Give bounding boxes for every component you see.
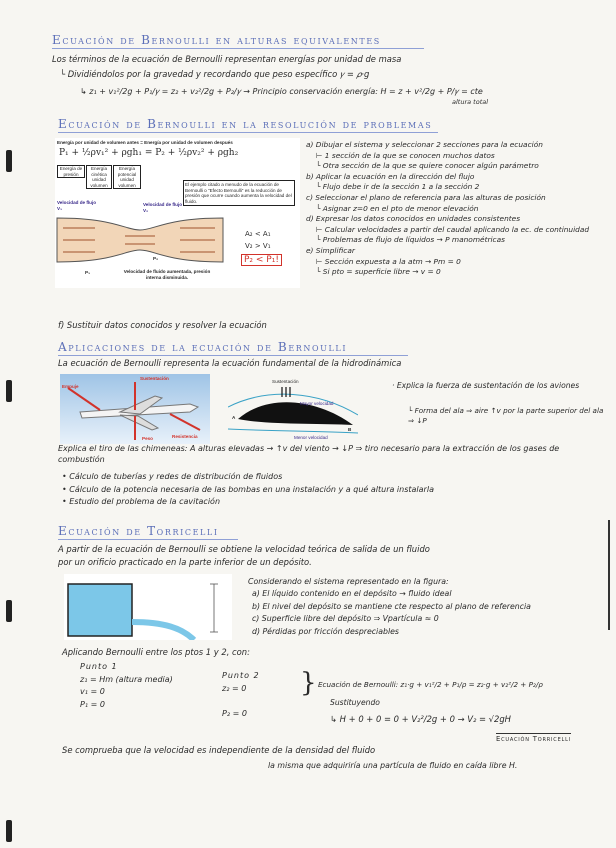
step-item: └ Otra sección de la que se quiere conocer algún parámetro — [316, 161, 539, 171]
torricelli-tank-figure — [64, 574, 232, 640]
step-item: d) Expresar los datos conocidos en unidades consistentes — [306, 214, 521, 224]
box-pressure-energy: Energía de presión — [57, 165, 85, 178]
s1-equation-note: altura total — [452, 98, 489, 106]
apply-line: Aplicando Bernoulli entre los ptos 1 y 2, con: — [62, 647, 250, 657]
torricelli-caption: Ecuación Torricelli — [496, 735, 571, 743]
step-item: └ Flujo debe ir de la sección 1 a la sección 2 — [316, 182, 480, 192]
point-a-label: A — [232, 415, 236, 420]
step-f: f) Sustituir datos conocidos y resolver la ecuación — [58, 320, 267, 330]
wing-high-velocity-label: Mayor velocidad — [300, 401, 334, 406]
step-item: ⊢ Calcular velocidades a partir del caudal aplicando la ec. de continuidad — [316, 224, 590, 234]
title-underline — [58, 539, 238, 540]
bernoulli-venturi-figure — [55, 138, 300, 288]
conclusion-1: Se comprueba que la velocidad es independiente de la densidad del fluido — [62, 745, 376, 755]
s1-equation: ↳ z₁ + v₁²/2g + P₁/𝛾 = z₂ + v₂²/2g + P₂/𝛾 → Principio conservación energía: H = z + v²/2g + P/𝛾 = cte — [80, 87, 483, 96]
tank-icon — [64, 574, 232, 640]
figure-note: El ejemplo citado a menudo de la ecuación de Bernoulli o "Efecto Bernoulli" es la reducción de presión que ocurre cuando aumenta la velocidad del fluido. — [183, 180, 295, 206]
step-item: ⊢ Sección expuesta a la atm → Pm = 0 — [316, 256, 461, 266]
p1-label: P₁ — [85, 270, 90, 275]
step-item: a) Dibujar el sistema y seleccionar 2 secciones para la ecuación — [306, 140, 543, 149]
step-item: b) Aplicar la ecuación en la dirección del flujo — [306, 171, 475, 181]
s4-line1: A partir de la ecuación de Bernoulli se obtiene la velocidad teórica de salida de un fluido — [58, 544, 430, 554]
torricelli-conditions — [248, 576, 531, 638]
velocity-relation: V₂ > V₁ — [245, 242, 271, 250]
point-2-value: P₂ = 0 — [222, 708, 247, 718]
wing-lift-label: Sustentación — [272, 379, 299, 384]
section-title-aplicaciones: Aplicaciones de la ecuación de Bernoulli — [58, 340, 348, 354]
applications-list — [62, 471, 434, 509]
condition-item: a) El líquido contenido en el depósito → fluido ideal — [252, 589, 452, 599]
title-underline — [52, 48, 424, 49]
title-underline — [58, 355, 408, 356]
section-title-bernoulli-alturas: Ecuación de Bernoulli en alturas equivalentes — [52, 33, 381, 47]
figure-heading: Energía por unidad de volumen antes = Energía por unidad de volumen después — [57, 140, 233, 145]
wing-low-velocity-label: Menor velocidad — [294, 435, 328, 440]
step-item: └ Problemas de flujo de líquidos → P manométricas — [316, 235, 506, 245]
v1-label: Velocidad de flujo V₁ — [57, 200, 97, 211]
p2-label: P₂ — [153, 256, 159, 261]
s4-line2: por un orificio practicado en la parte inferior de un depósito. — [58, 557, 312, 567]
wing-shape-explanation: └ Forma del ala ⇒ aire ↑v por la parte superior del ala ⇒ ↓P — [408, 406, 604, 425]
weight-label: Peso — [142, 436, 153, 441]
wing-airfoil-icon — [228, 385, 358, 443]
title-underline — [58, 132, 438, 133]
step-item: c) Seleccionar el plano de referencia para las alturas de posición — [306, 192, 546, 202]
section-title-torricelli: Ecuación de Torricelli — [58, 524, 219, 538]
drag-label: Resistencia — [172, 434, 198, 439]
binder-hole — [6, 380, 12, 402]
s3-line1: La ecuación de Bernoulli representa la ecuación fundamental de la hidrodinámica — [58, 358, 402, 368]
s1-line2: └ Dividiéndolos por la gravedad y recordando que peso específico 𝛾 = 𝜌·g — [60, 69, 370, 79]
brace: } — [300, 668, 317, 698]
point-1-value: v₁ = 0 — [80, 687, 105, 696]
list-item: • Estudio del problema de la cavitación — [62, 497, 221, 506]
wing-profile-figure — [228, 379, 358, 443]
venturi-tube-icon — [55, 212, 225, 268]
binder-hole — [6, 600, 12, 622]
list-item: • Cálculo de la potencia necesaria de las bombas en una instalación y a qué altura instalarla — [62, 484, 434, 494]
conclusion-2: la misma que adquiriría una partícula de fluido en caída libre H. — [268, 761, 518, 770]
s1-line1: Los términos de la ecuación de Bernoulli representan energías por unidad de masa — [52, 54, 402, 64]
torricelli-result: ↳ H + 0 + 0 = 0 + V₂²/2g + 0 → V₂ = √2gH — [330, 714, 511, 724]
point-2-value: z₂ = 0 — [222, 683, 247, 693]
step-item: └ Asignar z=0 en el pto de menor elevación — [316, 203, 479, 213]
box-kinetic-energy: Energía cinética unidad volumen — [86, 165, 112, 189]
lift-label: Sustentación — [140, 376, 169, 381]
chimney-explanation: Explica el tiro de las chimeneas: A alturas elevadas → ↑v del viento → ↓P ⇒ tiro necesario para la extracción de los gases de combustión — [58, 444, 560, 464]
thrust-label: Empuje — [62, 384, 79, 389]
binder-hole — [6, 150, 12, 172]
bernoulli-equation-line: Ecuación de Bernoulli: z₁·g + v₁²/2 + P₁/ρ = z₂·g + v₂²/2 + P₂/ρ — [318, 680, 543, 689]
step-item: ⊢ 1 sección de la que se conocen muchos datos — [316, 150, 495, 160]
point-2-title: Punto 2 — [222, 671, 260, 680]
figure-formula: P₁ + ½ρv₁² + ρgh₁ = P₂ + ½ρv₂² + ρgh₂ — [59, 148, 239, 158]
box-potential-energy: Energía potencial unidad volumen — [113, 165, 141, 189]
point-2-block — [222, 670, 260, 720]
v2-label: Velocidad de flujo V₂ — [143, 202, 183, 213]
point-2-value — [222, 695, 260, 708]
step-item: └ Si pto = superficie libre → v = 0 — [316, 267, 441, 277]
binder-hole — [6, 820, 12, 842]
area-relation: A₂ < A₁ — [245, 230, 271, 238]
step-item: e) Simplificar — [306, 245, 355, 255]
substitution-label: Sustituyendo — [330, 698, 380, 707]
point-1-value: z₁ = Hm (altura media) — [80, 674, 173, 684]
problem-steps-list — [306, 140, 606, 278]
point-1-value: P₁ = 0 — [80, 699, 105, 709]
condition-item: b) El nivel del depósito se mantiene cte respecto al plano de referencia — [252, 601, 531, 611]
condition-item: d) Pérdidas por fricción despreciables — [252, 626, 399, 636]
figure-caption: Velocidad de fluido aumentada, presión interna disminuida. — [123, 269, 211, 280]
lift-explanation: · Explica la fuerza de sustentación de los aviones — [392, 381, 580, 390]
condition-item: c) Superficie libre del depósito ⇒ Vpartícula ≈ 0 — [252, 614, 439, 624]
point-b-label: B — [348, 427, 352, 432]
pressure-relation: P₂ < P₁! — [241, 254, 282, 266]
page-edge-mark — [608, 520, 610, 630]
point-1-title: Punto 1 — [80, 662, 118, 671]
list-item: • Cálculo de tuberías y redes de distribución de fluidos — [62, 472, 283, 481]
section-title-resolucion-problemas: Ecuación de Bernoulli en la resolución de problemas — [58, 117, 433, 131]
point-1-block — [80, 661, 173, 711]
airplane-forces-figure — [60, 374, 210, 444]
consider-line: Considerando el sistema representado en la figura: — [248, 577, 449, 586]
